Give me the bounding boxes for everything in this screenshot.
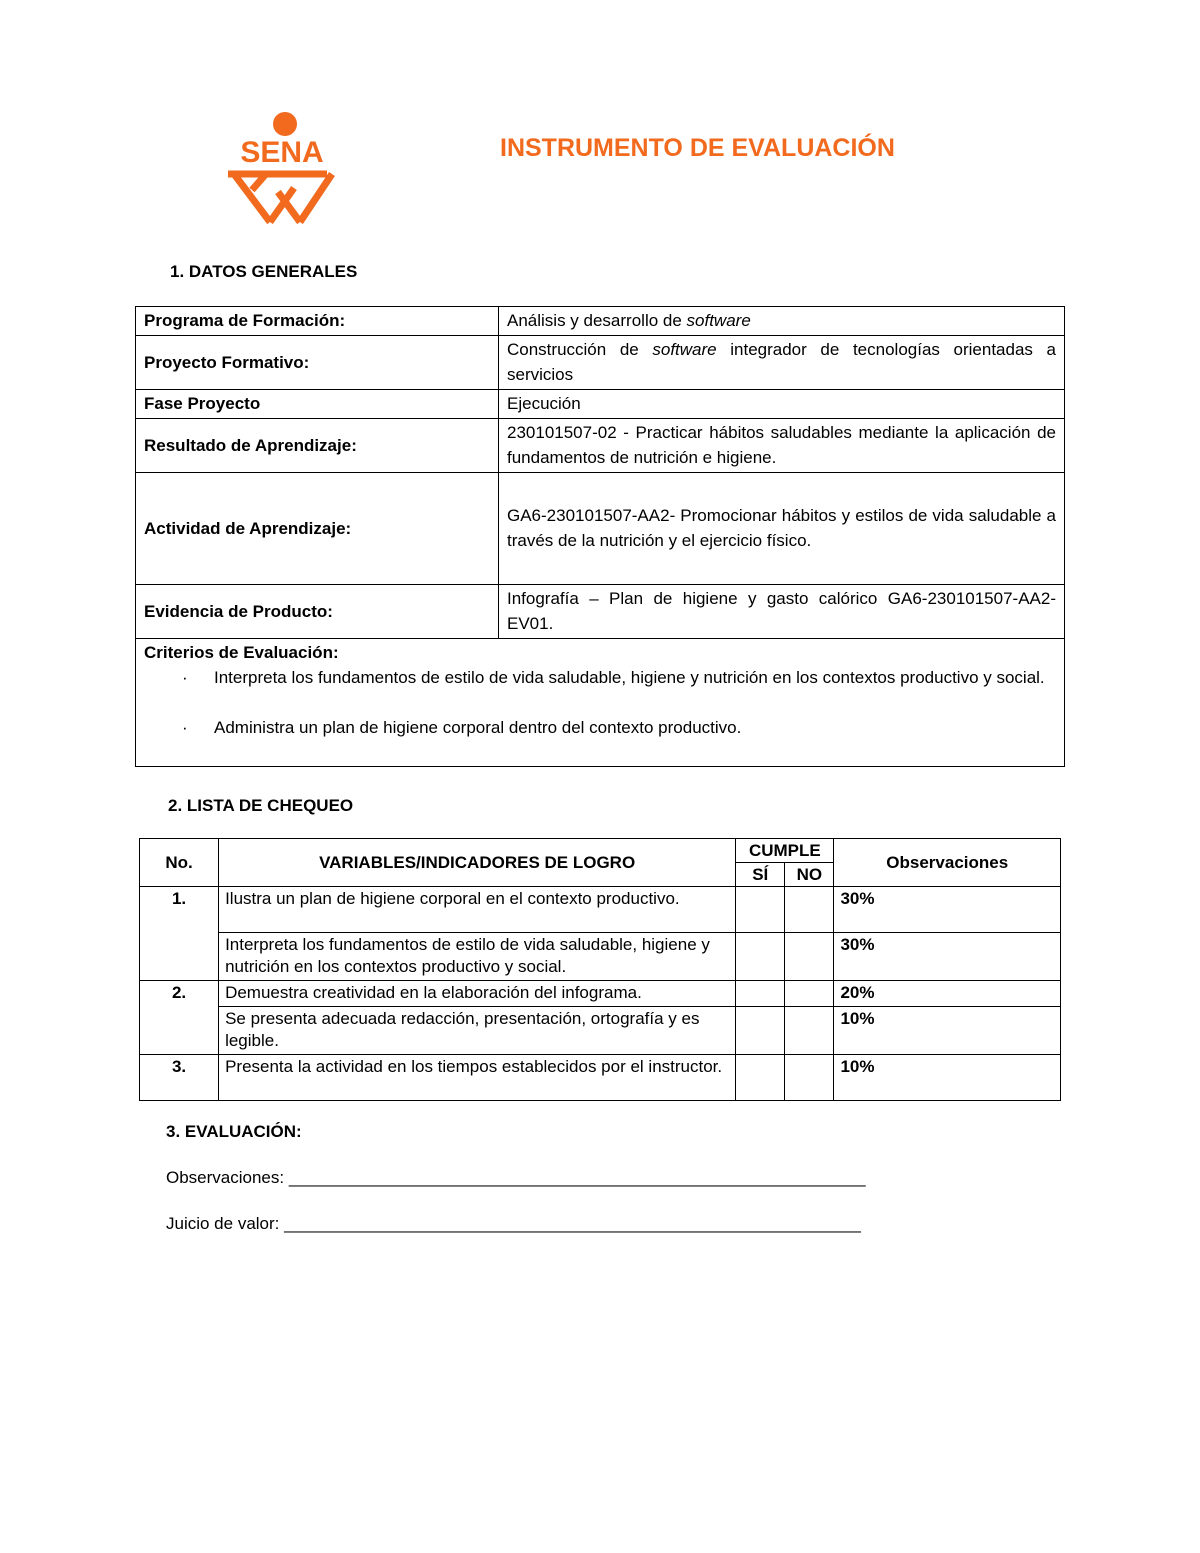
check-si-cell[interactable] (736, 933, 785, 981)
general-data-table (135, 306, 1065, 767)
row-value: GA6-230101507-AA2- Promocionar hábitos y estilos de vida saludable a través de la nutrición y el ejercicio físico. (499, 473, 1065, 585)
logo-head (273, 112, 297, 136)
weight-percent: 10% (834, 1055, 1061, 1101)
table-row (136, 307, 1065, 336)
observaciones-field[interactable] (166, 1168, 866, 1188)
weight-percent: 10% (834, 1007, 1061, 1055)
table-row (136, 585, 1065, 639)
table-row (140, 1007, 1061, 1055)
weight-percent: 30% (834, 933, 1061, 981)
criteria-title: Criterios de Evaluación: (144, 643, 339, 662)
list-item: · Administra un plan de higiene corporal dentro del contexto productivo. (144, 715, 1056, 740)
bullet: · (182, 718, 188, 737)
table-row (140, 887, 1061, 933)
list-item: · Interpreta los fundamentos de estilo de vida saludable, higiene y nutrición en los contextos productivo y social. (144, 665, 1056, 690)
row-value: Análisis y desarrollo de software (499, 307, 1065, 336)
logo-stroke-4 (300, 174, 332, 222)
row-value: 230101507-02 - Practicar hábitos saludables mediante la aplicación de fundamentos de nutrición e higiene. (499, 419, 1065, 473)
row-value: Infografía – Plan de higiene y gasto calórico GA6-230101507-AA2-EV01. (499, 585, 1065, 639)
col-header-observaciones: Observaciones (834, 839, 1061, 887)
table-row (136, 336, 1065, 390)
indicator-text: Se presenta adecuada redacción, presentación, ortografía y es legible. (219, 1007, 736, 1055)
observaciones-blank-line: _____________________________________________________________ (288, 1168, 866, 1187)
criteria-row (136, 639, 1065, 767)
item-number: 3. (140, 1055, 219, 1101)
check-no-cell[interactable] (785, 887, 834, 933)
logo-text: SENA (240, 136, 324, 169)
check-si-cell[interactable] (736, 887, 785, 933)
juicio-label: Juicio de valor: (166, 1214, 285, 1233)
check-no-cell[interactable] (785, 933, 834, 981)
item-number: 1. (140, 887, 219, 981)
observaciones-label: Observaciones: (166, 1168, 289, 1187)
weight-percent: 20% (834, 981, 1061, 1007)
indicator-text: Presenta la actividad en los tiempos establecidos por el instructor. (219, 1055, 736, 1101)
section-heading-datos-generales: 1. DATOS GENERALES (170, 262, 358, 281)
check-si-cell[interactable] (736, 981, 785, 1007)
indicator-text: Interpreta los fundamentos de estilo de vida saludable, higiene y nutrición en los contextos productivo y social. (219, 933, 736, 981)
row-label: Evidencia de Producto: (136, 585, 499, 639)
item-number: 2. (140, 981, 219, 1055)
juicio-blank-line: _____________________________________________________________ (284, 1214, 861, 1233)
sena-logo (222, 110, 342, 228)
table-row (140, 933, 1061, 981)
table-row (140, 981, 1061, 1007)
check-no-cell[interactable] (785, 1007, 834, 1055)
table-row (136, 473, 1065, 585)
section-heading-evaluacion: 3. EVALUACIÓN: (166, 1122, 302, 1141)
check-no-cell[interactable] (785, 1055, 834, 1101)
indicator-text: Ilustra un plan de higiene corporal en el contexto productivo. (219, 887, 736, 933)
col-header-si: SÍ (736, 863, 785, 887)
check-si-cell[interactable] (736, 1007, 785, 1055)
col-header-variables: VARIABLES/INDICADORES DE LOGRO (219, 839, 736, 887)
row-value: Ejecución (499, 390, 1065, 419)
juicio-de-valor-field[interactable] (166, 1214, 861, 1234)
criteria-cell (136, 639, 1065, 767)
indicator-text: Demuestra creatividad en la elaboración del infograma. (219, 981, 736, 1007)
table-row (136, 419, 1065, 473)
weight-percent: 30% (834, 887, 1061, 933)
bullet: · (182, 668, 188, 687)
col-header-no: No. (140, 839, 219, 887)
criteria-list (144, 665, 1056, 740)
check-no-cell[interactable] (785, 981, 834, 1007)
row-label: Resultado de Aprendizaje: (136, 419, 499, 473)
col-header-cumple: CUMPLE (736, 839, 834, 863)
check-si-cell[interactable] (736, 1055, 785, 1101)
logo-stroke-2 (234, 174, 270, 222)
row-label: Programa de Formación: (136, 307, 499, 336)
row-value: Construcción de software integrador de tecnologías orientadas a servicios (499, 336, 1065, 390)
row-label: Actividad de Aprendizaje: (136, 473, 499, 585)
table-row (140, 1055, 1061, 1101)
document-title: INSTRUMENTO DE EVALUACIÓN (500, 134, 895, 162)
col-header-no-option: NO (785, 863, 834, 887)
table-row (136, 390, 1065, 419)
checklist-table (139, 838, 1061, 1101)
section-heading-lista-chequeo: 2. LISTA DE CHEQUEO (168, 796, 354, 815)
row-label: Fase Proyecto (136, 390, 499, 419)
table-header-row (140, 839, 1061, 863)
row-label: Proyecto Formativo: (136, 336, 499, 390)
